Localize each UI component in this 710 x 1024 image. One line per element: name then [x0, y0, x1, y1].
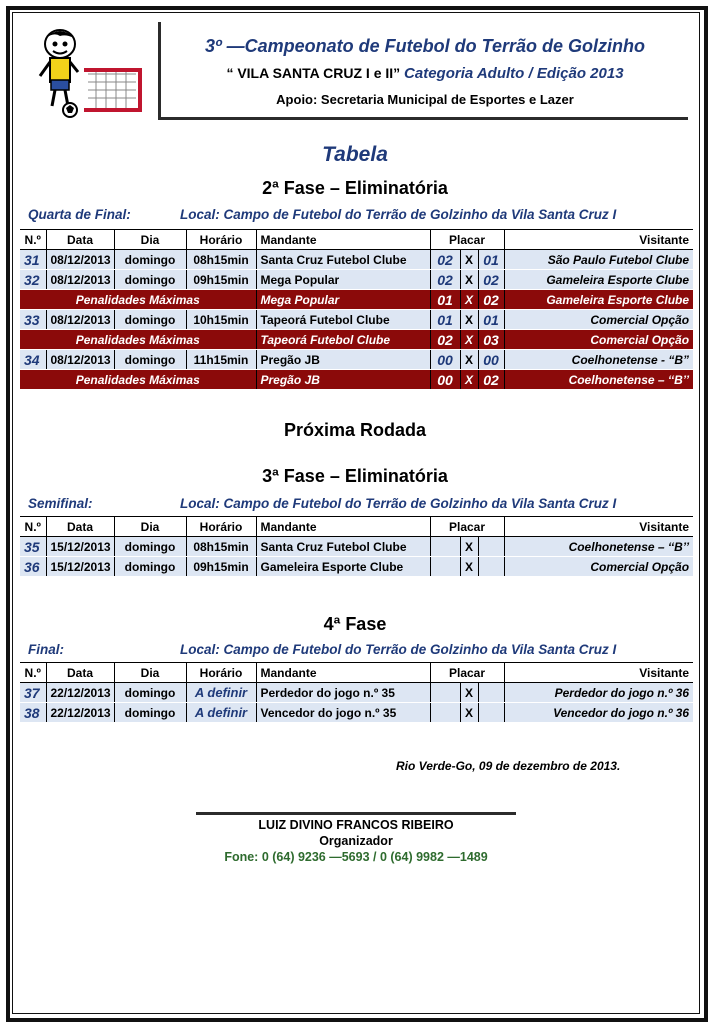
away-team: Vencedor do jogo n.º 36	[504, 703, 693, 723]
home-score	[430, 557, 460, 577]
away-team: Gameleira Esporte Clube	[504, 270, 693, 290]
game-number: 32	[20, 270, 46, 290]
phase2-round-line: Quarta de Final: Local: Campo de Futebol do Terrão de Golzinho da Vila Santa Cruz I	[28, 207, 617, 222]
table-row	[20, 250, 693, 270]
phase2-table	[20, 229, 693, 390]
game-date: 08/12/2013	[46, 250, 114, 270]
game-day: domingo	[114, 310, 186, 330]
score-separator: X	[460, 557, 478, 577]
game-time: 11h15min	[186, 350, 256, 370]
header-home: Mandante	[256, 663, 430, 683]
away-score	[478, 537, 504, 557]
game-date: 08/12/2013	[46, 270, 114, 290]
organizer-role: Organizador	[319, 834, 393, 848]
date-line: Rio Verde-Go, 09 de dezembro de 2013.	[396, 759, 621, 773]
home-score: 01	[430, 290, 460, 310]
game-day: domingo	[114, 250, 186, 270]
table-row	[20, 557, 693, 577]
home-team: Pregão JB	[256, 370, 430, 390]
organizer-phone: Fone: 0 (64) 9236 —5693 / 0 (64) 9982 —1489	[224, 850, 488, 864]
organizer-name: LUIZ DIVINO FRANCOS RIBEIRO	[258, 818, 454, 832]
header-num: N.º	[20, 230, 46, 250]
support-line: Apoio: Secretaria Municipal de Esportes e Lazer	[276, 92, 574, 107]
header-date: Data	[46, 663, 114, 683]
game-day: domingo	[114, 703, 186, 723]
header-vertical-rule	[158, 22, 161, 120]
header-day: Dia	[114, 517, 186, 537]
table-row	[20, 683, 693, 703]
header-score: Placar	[430, 517, 504, 537]
away-score: 00	[478, 350, 504, 370]
header-time: Horário	[186, 663, 256, 683]
home-score	[430, 683, 460, 703]
phase4-round-line: Final: Local: Campo de Futebol do Terrão de Golzinho da Vila Santa Cruz I	[28, 642, 617, 657]
header-num: N.º	[20, 663, 46, 683]
phase3-table	[20, 516, 693, 577]
away-score: 02	[478, 270, 504, 290]
championship-subtitle: “ VILA SANTA CRUZ I e II” Categoria Adulto / Edição 2013	[226, 65, 624, 82]
home-score: 02	[430, 330, 460, 350]
penalty-label: Penalidades Máximas	[20, 370, 256, 390]
header-time: Horário	[186, 230, 256, 250]
header-date: Data	[46, 230, 114, 250]
score-separator: X	[460, 683, 478, 703]
score-separator: X	[460, 330, 478, 350]
home-team: Mega Popular	[256, 290, 430, 310]
score-separator: X	[460, 250, 478, 270]
home-team: Vencedor do jogo n.º 35	[256, 703, 430, 723]
game-day: domingo	[114, 683, 186, 703]
home-team: Gameleira Esporte Clube	[256, 557, 430, 577]
game-number: 38	[20, 703, 46, 723]
away-score: 01	[478, 250, 504, 270]
home-team: Tapeorá Futebol Clube	[256, 310, 430, 330]
score-separator: X	[460, 310, 478, 330]
table-row	[20, 350, 693, 370]
score-separator: X	[460, 370, 478, 390]
away-team: Comercial Opção	[504, 330, 693, 350]
penalty-row	[20, 370, 693, 390]
away-team: Coelhonetense – ‘‘B’’	[504, 537, 693, 557]
table-header-row	[20, 517, 693, 537]
score-separator: X	[460, 703, 478, 723]
header-num: N.º	[20, 517, 46, 537]
score-separator: X	[460, 290, 478, 310]
home-team: Pregão JB	[256, 350, 430, 370]
home-team: Tapeorá Futebol Clube	[256, 330, 430, 350]
home-score: 00	[430, 350, 460, 370]
home-score	[430, 703, 460, 723]
away-score	[478, 703, 504, 723]
away-team: Coelhonetense – ‘‘B’’	[504, 370, 693, 390]
game-number: 31	[20, 250, 46, 270]
away-score: 03	[478, 330, 504, 350]
game-time: 10h15min	[186, 310, 256, 330]
cartoon-boy-logo	[36, 26, 146, 118]
game-date: 15/12/2013	[46, 557, 114, 577]
away-team: Gameleira Esporte Clube	[504, 290, 693, 310]
table-row	[20, 270, 693, 290]
game-number: 34	[20, 350, 46, 370]
soccer-goal-icon	[84, 70, 140, 110]
away-score	[478, 557, 504, 577]
away-team: São Paulo Futebol Clube	[504, 250, 693, 270]
phase4-table	[20, 662, 693, 723]
phase3-title: 3ª Fase – Eliminatória	[262, 466, 448, 486]
penalty-label: Penalidades Máximas	[20, 290, 256, 310]
home-team: Santa Cruz Futebol Clube	[256, 537, 430, 557]
away-team: Perdedor do jogo n.º 36	[504, 683, 693, 703]
next-round-title: Próxima Rodada	[283, 420, 427, 440]
penalty-label: Penalidades Máximas	[20, 330, 256, 350]
game-number: 35	[20, 537, 46, 557]
home-team: Mega Popular	[256, 270, 430, 290]
signature-line	[196, 812, 516, 815]
away-score: 01	[478, 310, 504, 330]
phase4-title: 4ª Fase	[323, 614, 387, 634]
away-score	[478, 683, 504, 703]
table-row	[20, 537, 693, 557]
game-number: 36	[20, 557, 46, 577]
header-away: Visitante	[504, 663, 693, 683]
table-header-row	[20, 230, 693, 250]
game-date: 22/12/2013	[46, 683, 114, 703]
header-horizontal-rule	[158, 117, 688, 120]
home-score: 01	[430, 310, 460, 330]
table-row	[20, 310, 693, 330]
away-score: 02	[478, 290, 504, 310]
header-away: Visitante	[504, 517, 693, 537]
game-day: domingo	[114, 537, 186, 557]
home-score: 02	[430, 250, 460, 270]
game-day: domingo	[114, 270, 186, 290]
score-separator: X	[460, 350, 478, 370]
phase2-title: 2ª Fase – Eliminatória	[262, 178, 448, 198]
game-time: A definir	[186, 703, 256, 723]
away-team: Coelhonetense - “B”	[504, 350, 693, 370]
page-title: Tabela	[322, 143, 388, 166]
away-team: Comercial Opção	[504, 557, 693, 577]
header-away: Visitante	[504, 230, 693, 250]
header-home: Mandante	[256, 517, 430, 537]
header-home: Mandante	[256, 230, 430, 250]
game-date: 08/12/2013	[46, 350, 114, 370]
header-score: Placar	[430, 663, 504, 683]
table-row	[20, 703, 693, 723]
home-score: 02	[430, 270, 460, 290]
championship-title: 3º —Campeonato de Futebol do Terrão de Golzinho	[205, 36, 645, 56]
game-day: domingo	[114, 350, 186, 370]
header-score: Placar	[430, 230, 504, 250]
score-separator: X	[460, 270, 478, 290]
game-day: domingo	[114, 557, 186, 577]
game-time: 09h15min	[186, 270, 256, 290]
penalty-row	[20, 330, 693, 350]
game-time: 08h15min	[186, 537, 256, 557]
game-date: 08/12/2013	[46, 310, 114, 330]
phase3-round-line: Semifinal: Local: Campo de Futebol do Terrão de Golzinho da Vila Santa Cruz I	[28, 496, 617, 511]
header-day: Dia	[114, 663, 186, 683]
game-date: 22/12/2013	[46, 703, 114, 723]
home-team: Santa Cruz Futebol Clube	[256, 250, 430, 270]
table-header-row	[20, 663, 693, 683]
home-score	[430, 537, 460, 557]
game-number: 33	[20, 310, 46, 330]
game-date: 15/12/2013	[46, 537, 114, 557]
game-time: 09h15min	[186, 557, 256, 577]
away-score: 02	[478, 370, 504, 390]
header-day: Dia	[114, 230, 186, 250]
game-time: A definir	[186, 683, 256, 703]
home-score: 00	[430, 370, 460, 390]
home-team: Perdedor do jogo n.º 35	[256, 683, 430, 703]
header-time: Horário	[186, 517, 256, 537]
header-date: Data	[46, 517, 114, 537]
penalty-row	[20, 290, 693, 310]
game-number: 37	[20, 683, 46, 703]
score-separator: X	[460, 537, 478, 557]
away-team: Comercial Opção	[504, 310, 693, 330]
game-time: 08h15min	[186, 250, 256, 270]
